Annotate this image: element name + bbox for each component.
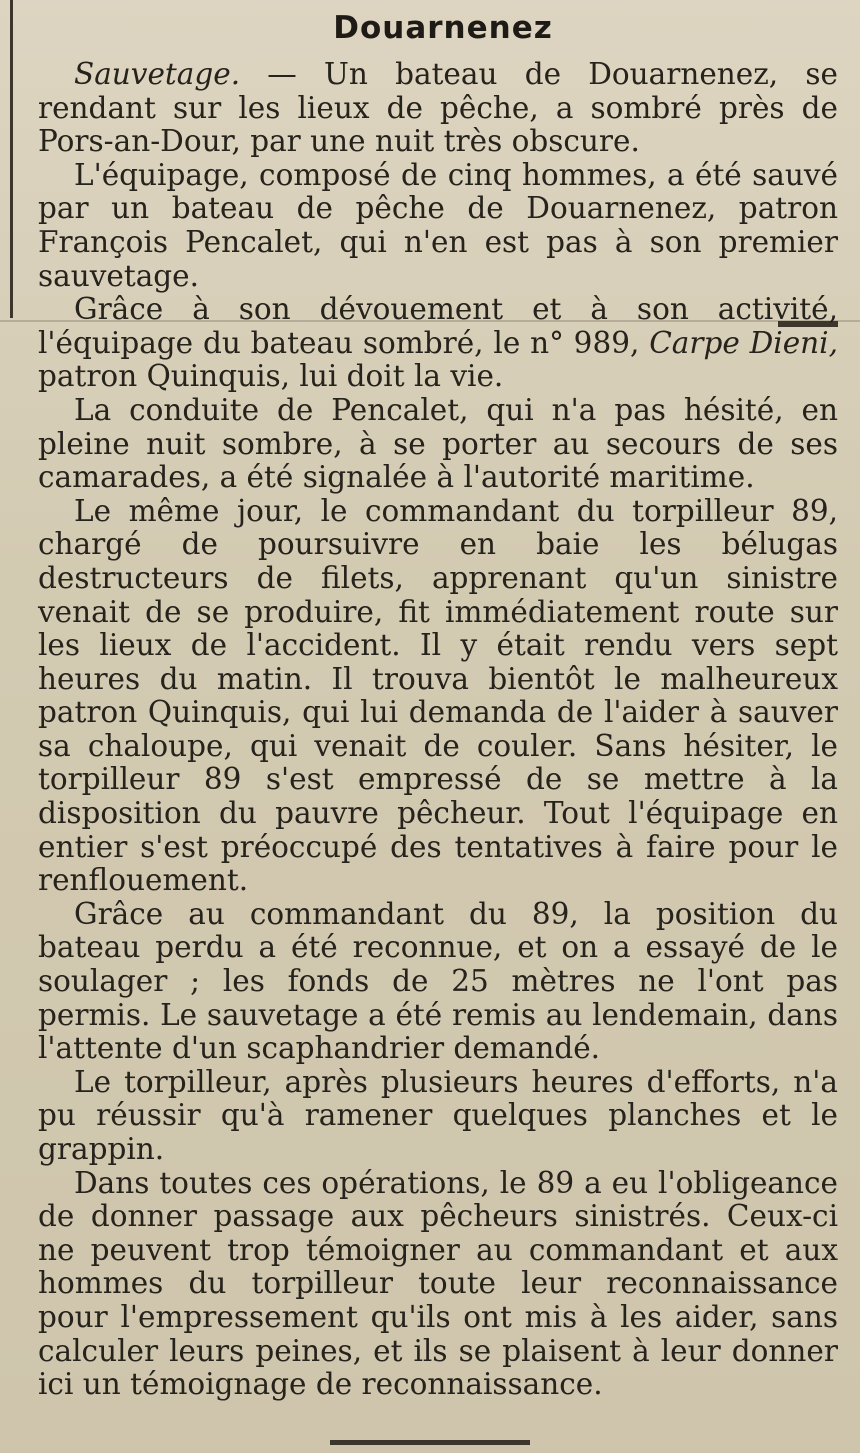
paragraph-2: L'équipage, composé de cinq hommes, a été sauvé par un bateau de pêche de Douarnenez, patron François Pencalet, qui n'en est pas à son premier sauvetage. [38, 157, 838, 293]
paragraph-1-lead: Sauvetage. [74, 57, 241, 91]
paragraph-6: Grâce au commandant du 89, la position du bateau perdu a été reconnue, et on a essayé de le soulager ; les fonds de 25 mètres ne l'ont pas permis. Le sauvetage a été remis au lendemain, dans l'attente d'un scaphandrier demandé. [38, 896, 838, 1066]
article-heading: Douarnenez [333, 10, 553, 46]
paragraph-3-end: patron Quinquis, lui doit la vie. [38, 359, 504, 394]
column-rule [10, 0, 13, 318]
paragraph-3 [38, 293, 838, 394]
paragraph-1 [38, 58, 838, 159]
paragraph-1-text: — Un bateau de Douarnenez, se rendant sur les lieux de pêche, a sombré près de Pors-an-Dour, par une nuit très obscure. [38, 57, 838, 159]
ship-name: Carpe Dieni, [649, 325, 838, 360]
paragraph-5: Le même jour, le commandant du torpilleur 89, chargé de poursuivre en baie les bélugas destructeurs de filets, apprenant qu'un sinistre venait de se produire, fit immédiatement route sur les lieux de l'accident. Il y était rendu vers sept heures du matin. Il trouva bientôt le malheureux patron Quinquis, qui lui demanda de l'aider à sauver sa chaloupe, qui venait de couler. Sans hésiter, le torpilleur 89 s'est empressé de se mettre à la disposition du pauvre pêcheur. Tout l'équipage en entier s'est préoccupé des tentatives à faire pour le renflouement. [38, 493, 838, 898]
paragraph-3-text: Grâce à son dévouement et à son activité, l'équipage du bateau sombré, le n° 989, [38, 292, 838, 360]
paragraph-8: Dans toutes ces opérations, le 89 a eu l'obligeance de donner passage aux pêcheurs sinistrés. Ceux-ci ne peuvent trop témoigner au commandant et aux hommes du torpilleur toute leur reconnaissance pour l'empressement qu'ils ont mis à les aider, sans calculer leurs peines, et ils se plaisent à leur donner ici un témoignage de reconnaissance. [38, 1165, 838, 1402]
end-rule [330, 1440, 530, 1445]
paragraph-4: La conduite de Pencalet, qui n'a pas hésité, en pleine nuit sombre, à se porter au secours de ses camarades, a été signalée à l'autorité maritime. [38, 392, 838, 495]
article-body [38, 58, 838, 1402]
paragraph-7: Le torpilleur, après plusieurs heures d'efforts, n'a pu réussir qu'à ramener quelques planches et le grappin. [38, 1064, 838, 1166]
